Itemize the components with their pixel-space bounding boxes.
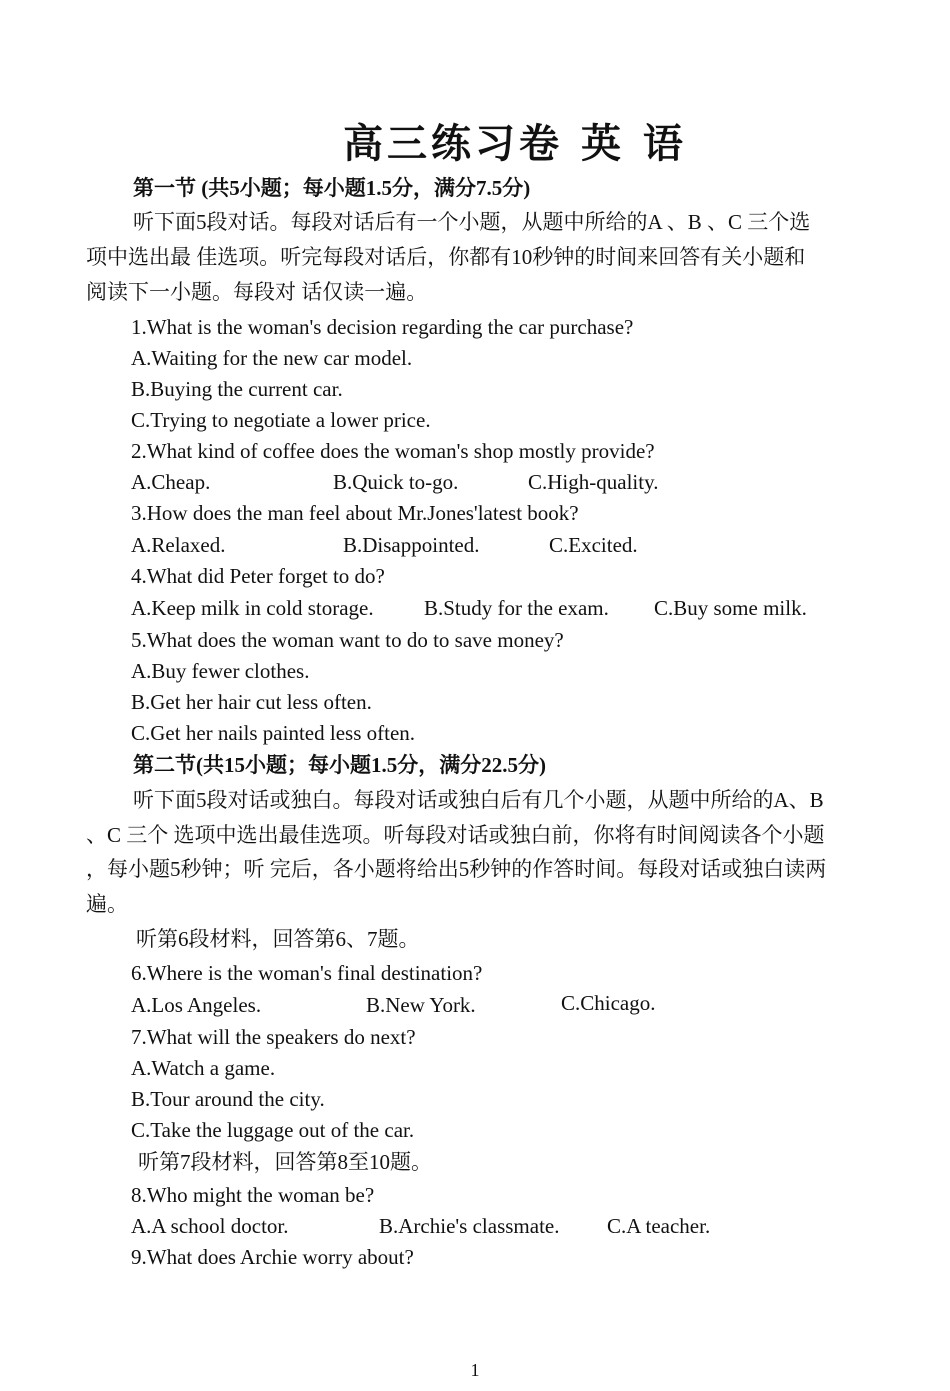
q6-option-a: A.Los Angeles. (131, 993, 262, 1017)
section1-heading: 第一节 (共5小题；每小题1.5分，满分7.5分) (133, 176, 531, 200)
q5-option-a: A.Buy fewer clothes. (131, 659, 310, 683)
section2-instruction-line: 听下面5段对话或独白。每段对话或独白后有几个小题，从题中所给的A、B (133, 788, 824, 812)
question-4: 4.What did Peter forget to do? (131, 564, 385, 588)
q7-option-b: B.Tour around the city. (131, 1087, 325, 1111)
section1-instruction-line: 项中选出最 佳选项。听完每段对话后，你都有10秒钟的时间来回答有关小题和 (86, 245, 806, 269)
question-5: 5.What does the woman want to do to save money? (131, 628, 564, 652)
q1-option-b: B.Buying the current car. (131, 377, 343, 401)
q4-option-a: A.Keep milk in cold storage. (131, 596, 374, 620)
section1-instruction-line: 听下面5段对话。每段对话后有一个小题，从题中所给的A 、B 、C 三个选 (133, 210, 811, 234)
q8-option-c: C.A teacher. (607, 1214, 711, 1238)
question-7: 7.What will the speakers do next? (131, 1025, 416, 1049)
page-number: 1 (470, 1360, 480, 1380)
q7-option-a: A.Watch a game. (131, 1056, 276, 1080)
section2-instruction-line: ，每小题5秒钟；听 完后，各小题将给出5秒钟的作答时间。每段对话或独白读两 (86, 857, 827, 881)
page-title: 高三练习卷 英 语 (343, 120, 687, 167)
question-8: 8.Who might the woman be? (131, 1183, 375, 1207)
q1-option-a: A.Waiting for the new car model. (131, 346, 413, 370)
q6-option-c: C.Chicago. (561, 991, 656, 1015)
question-3: 3.How does the man feel about Mr.Jones'latest book? (131, 501, 579, 525)
q8-option-a: A.A school doctor. (131, 1214, 289, 1238)
q2-option-c: C.High-quality. (528, 470, 659, 494)
q1-option-c: C.Trying to negotiate a lower price. (131, 408, 431, 432)
q6-option-b: B.New York. (366, 993, 476, 1017)
q4-option-c: C.Buy some milk. (654, 596, 807, 620)
question-2: 2.What kind of coffee does the woman's shop mostly provide? (131, 439, 655, 463)
q2-option-a: A.Cheap. (131, 470, 211, 494)
section2-instruction-line: 、C 三个 选项中选出最佳选项。听每段对话或独白前，你将有时间阅读各个小题 (86, 823, 825, 847)
q5-option-b: B.Get her hair cut less often. (131, 690, 372, 714)
question-6: 6.Where is the woman's final destination? (131, 961, 483, 985)
q3-option-c: C.Excited. (549, 533, 638, 557)
section2-heading: 第二节(共15小题；每小题1.5分，满分22.5分) (133, 753, 546, 777)
q8-option-b: B.Archie's classmate. (379, 1214, 560, 1238)
q4-option-b: B.Study for the exam. (424, 596, 609, 620)
question-9: 9.What does Archie worry about? (131, 1245, 414, 1269)
q7-option-c: C.Take the luggage out of the car. (131, 1118, 415, 1142)
material-7-heading: 听第7段材料，回答第8至10题。 (138, 1150, 432, 1174)
q3-option-b: B.Disappointed. (343, 533, 480, 557)
q5-option-c: C.Get her nails painted less often. (131, 721, 416, 745)
q3-option-a: A.Relaxed. (131, 533, 226, 557)
section2-instruction-line: 遍。 (86, 892, 128, 916)
q2-option-b: B.Quick to-go. (333, 470, 459, 494)
question-1: 1.What is the woman's decision regarding the car purchase? (131, 315, 634, 339)
section1-instruction-line: 阅读下一小题。每段对 话仅读一遍。 (86, 280, 428, 304)
material-6-heading: 听第6段材料，回答第6、7题。 (136, 927, 420, 951)
